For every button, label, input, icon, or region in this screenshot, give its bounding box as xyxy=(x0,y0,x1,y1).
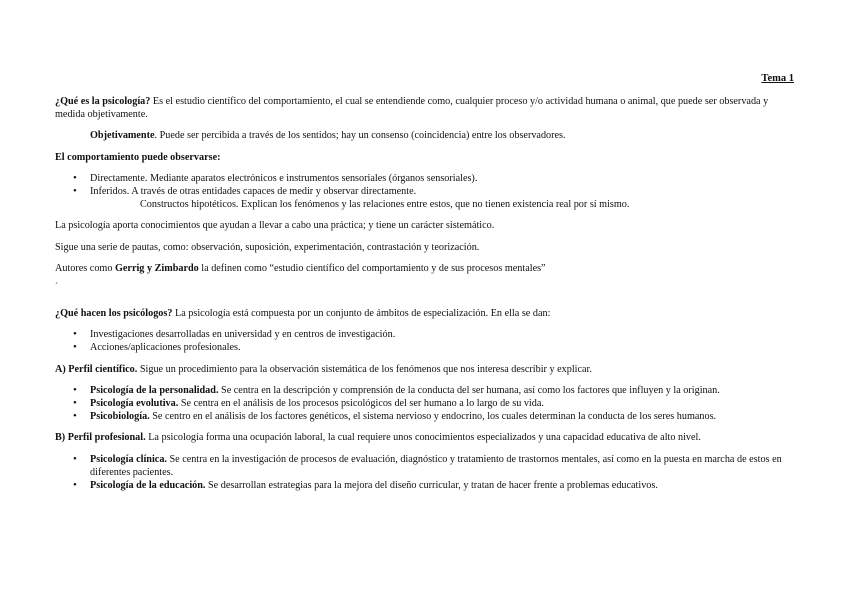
list-item xyxy=(90,453,800,479)
list-item xyxy=(90,410,800,423)
intro-paragraph xyxy=(55,95,800,121)
autores-names: Gerrig y Zimbardo xyxy=(114,262,199,274)
objetivamente-paragraph xyxy=(55,129,800,142)
perfil-b-text: La psicología forma una ocupación laboral, la cual requiere unos conocimientos especializados y una capacidad educativa de alto nivel. xyxy=(145,432,701,444)
hacen-question: ¿Qué hacen los psicólogos? xyxy=(55,308,173,320)
comportamiento-heading-text: El comportamiento puede observarse: xyxy=(55,151,221,163)
perfil-a-text: Sigue un procedimiento para la observación sistemática de los fenómenos que nos interesa describir y explicar. xyxy=(137,363,592,375)
comportamiento-heading xyxy=(55,151,800,164)
objetivamente-text: . Puede ser percibida a través de los sentidos; hay un consenso (coincidencia) entre los observadores. xyxy=(154,130,566,142)
item-term: Psicología evolutiva. xyxy=(90,398,179,410)
intro-question: ¿Qué es la psicología? xyxy=(55,96,151,107)
item-text: Se desarrollan estrategias para la mejora del diseño curricular, y tratan de hacer frente a problemas educativos. xyxy=(205,480,658,492)
constructos-line: Constructos hipotéticos. Explican los fenómenos y las relaciones entre estos, que no tienen existencia real por sí mismo. xyxy=(140,199,630,211)
autores-post: la definen como “estudio científico del comportamiento y de sus procesos mentales” xyxy=(198,262,546,274)
item-text: Se centra en la investigación de procesos de evaluación, diagnóstico y tratamiento de trastornos mentales, así como en la puesta en marcha de estos en diferentes pacientes. xyxy=(90,453,782,478)
perfil-b-paragraph xyxy=(55,431,800,444)
perfil-a-paragraph xyxy=(55,363,800,376)
comportamiento-list xyxy=(55,172,800,212)
item-term: Psicología de la personalidad. xyxy=(90,384,219,396)
item-text: Se centra en el análisis de los procesos psicológicos del ser humano a lo largo de su vida. xyxy=(178,398,544,410)
item-term: Psicología de la educación. xyxy=(90,480,206,492)
perfil-b-title: B) Perfil profesional. xyxy=(55,432,146,444)
list-item: • Acciones/aplicaciones profesionales. xyxy=(90,341,800,354)
perfil-a-list xyxy=(55,384,800,424)
list-item xyxy=(90,397,800,410)
intro-text: Es el estudio científico del comportamiento, el cual se entendiende como, cualquier proceso y/o actividad humana o animal, que puede ser observada y medida objetivamente. xyxy=(55,96,769,121)
paragraph-autores xyxy=(55,262,800,275)
autores-pre: Autores como xyxy=(55,262,115,274)
list-item xyxy=(90,479,800,492)
hacen-paragraph xyxy=(55,307,800,320)
item-text: Se centro en el análisis de los factores genéticos, el sistema nervioso y endocrino, los cuales determinan la conducta de los seres humanos. xyxy=(149,411,717,423)
perfil-a-title: A) Perfil científico. xyxy=(55,363,138,375)
paragraph-pautas: Sigue una serie de pautas, como: observación, suposición, experimentación, contrastación y teorización. xyxy=(55,241,480,253)
perfil-b-list xyxy=(55,453,800,493)
document-body xyxy=(55,95,800,500)
item-term: Psicobiología. xyxy=(90,411,150,423)
list-item xyxy=(90,384,800,397)
page-title: Tema 1 xyxy=(761,73,794,84)
list-item: • Inferidos. A través de otras entidades capaces de medir y observar directamente. xyxy=(90,185,800,198)
list-item: • Directamente. Mediante aparatos electrónicos e instrumentos sensoriales (órganos sensoriales). xyxy=(90,172,800,185)
hacen-text: La psicología está compuesta por un conjunto de ámbitos de especialización. En ella se dan: xyxy=(172,308,551,320)
hacen-list xyxy=(55,328,800,354)
objetivamente-term: Objetivamente xyxy=(90,130,155,142)
item-text: Se centra en la descripción y comprensión de la conducta del ser humana, así como los factores que influyen y la originan. xyxy=(218,384,720,396)
stray-accent-mark: ´ xyxy=(55,281,58,292)
item-term: Psicología clínica. xyxy=(90,453,167,465)
paragraph-practica: La psicología aporta conocimientos que ayudan a llevar a cabo una práctica; y tiene un carácter sistemático. xyxy=(55,220,495,232)
list-item: • Investigaciones desarrolladas en universidad y en centros de investigación. xyxy=(90,328,800,341)
